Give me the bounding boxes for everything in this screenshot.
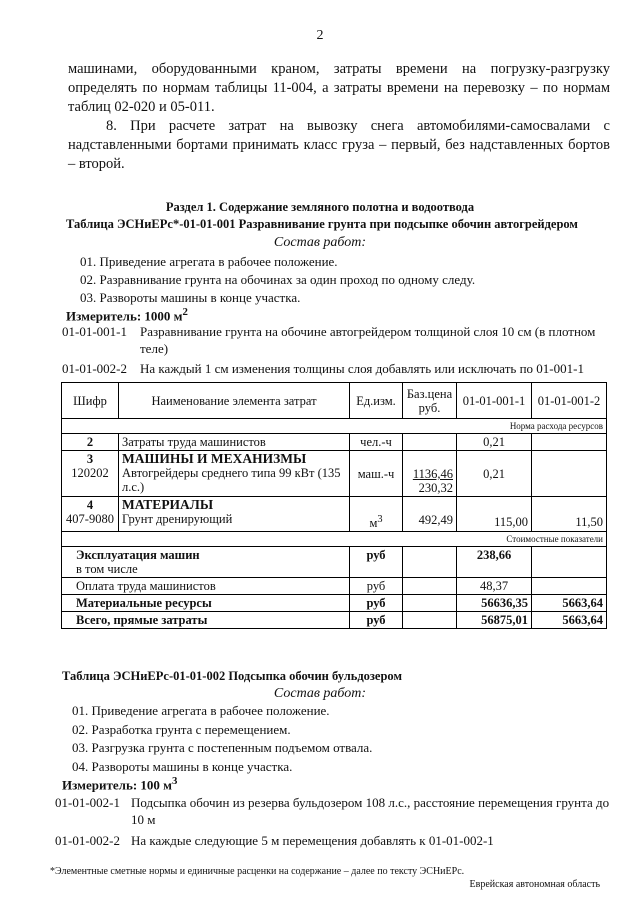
cell <box>532 547 607 578</box>
cell: 0,21 <box>457 451 532 497</box>
table-row <box>62 595 607 612</box>
table1-code-list <box>62 323 610 377</box>
cell: 11,50 <box>532 497 607 532</box>
subheader-cost: Стоимостные показатели <box>62 532 607 547</box>
cell <box>350 497 403 532</box>
meter-value: 1000 м <box>144 308 183 324</box>
table1-work-item: 01. Приведение агрегата в рабочее положение. <box>80 254 338 269</box>
code-text: Подсыпка обочин из резерва бульдозером 108 л.с., расстояние перемещения грунта до 10 м <box>131 795 610 827</box>
resource-name: Грунт дренирующий <box>122 512 233 526</box>
cell <box>403 547 457 578</box>
code-line <box>55 794 610 828</box>
table2-work-item: 01. Приведение агрегата в рабочее положение. <box>72 703 330 718</box>
meter-label: Измеритель: <box>62 777 138 793</box>
table1-work-item: 02. Разравнивание грунта на обочинах за один проход по одному следу. <box>80 272 476 287</box>
cell: 238,66 <box>457 547 532 578</box>
cell <box>62 547 350 578</box>
table2-work-item: 03. Разгрузка грунта с постепенным подъемом отвала. <box>72 740 373 755</box>
header-col1: 01-01-001-1 <box>457 383 532 419</box>
table1-works-heading-text: Состав работ: <box>273 235 367 250</box>
meter-label: Измеритель: <box>66 308 142 324</box>
table-row <box>62 612 607 629</box>
intro-paragraph-1: машинами, оборудованными краном, затраты времени на погрузку-разгрузку определять по нормам таблицы 11-004, а затраты времени на перевозку – по нормам таблиц 02-020 и 05-011. <box>68 61 610 115</box>
cell: Материальные ресурсы <box>62 595 350 612</box>
table2-work-item: 02. Разработка грунта с перемещением. <box>72 721 291 737</box>
page-number <box>0 28 640 44</box>
table-header-row <box>62 383 607 419</box>
table1-works-list <box>80 253 475 307</box>
meter-sup: 3 <box>172 775 178 787</box>
footnote: *Элементные сметные нормы и единичные расценки на содержание – далее по тексту ЭСНиЕРс. <box>50 866 465 877</box>
table2-title: Таблица ЭСНиЕРс-01-01-002 Подсыпка обочин бульдозером <box>62 669 402 683</box>
table1-works-heading <box>0 235 640 251</box>
table1-meter <box>66 306 188 324</box>
table1-work-item: 03. Развороты машины в конце участка. <box>80 290 301 305</box>
cell: руб <box>350 612 403 629</box>
header-base-price: Баз.цена руб. <box>403 383 457 419</box>
cell <box>532 434 607 451</box>
cell <box>403 434 457 451</box>
header-col2: 01-01-001-2 <box>532 383 607 419</box>
cell <box>62 451 119 497</box>
cell <box>532 451 607 497</box>
cell: руб <box>350 578 403 595</box>
unit: м <box>369 516 378 531</box>
cell: маш.-ч <box>350 451 403 497</box>
cell: руб <box>350 547 403 578</box>
page-number-text: 2 <box>316 28 324 43</box>
cell: 2 <box>62 434 119 451</box>
cell: 0,21 <box>457 434 532 451</box>
code-id: 01-01-002-2 <box>55 833 120 848</box>
unit-sup: 3 <box>377 514 383 525</box>
cell: чел.-ч <box>350 434 403 451</box>
resource-name: Автогрейдеры среднего типа 99 кВт (135 л.с.) <box>122 466 341 494</box>
subheader-cost-row <box>62 532 607 547</box>
header-name: Наименование элемента затрат <box>119 383 350 419</box>
cell <box>62 497 119 532</box>
table2-works-list <box>72 702 372 776</box>
table-row <box>62 578 607 595</box>
cell: Оплата труда машинистов <box>62 578 350 595</box>
resource-code: 120202 <box>71 466 109 480</box>
cell: 492,49 <box>403 497 457 532</box>
cost-label: Эксплуатация машин <box>76 548 200 563</box>
cell: 5663,64 <box>532 612 607 629</box>
table2-works-heading <box>0 686 640 702</box>
cell <box>403 578 457 595</box>
cell <box>532 578 607 595</box>
table-row <box>62 547 607 578</box>
resource-code: 407-9080 <box>66 512 114 526</box>
code-line <box>55 832 610 849</box>
subheader-norm-row <box>62 419 607 434</box>
cell: 5663,64 <box>532 595 607 612</box>
section-title <box>0 200 640 215</box>
footer-region: Еврейская автономная область <box>469 879 600 890</box>
group-name: МАТЕРИАЛЫ <box>122 497 214 512</box>
meter-value: 100 м <box>140 777 173 793</box>
table1-title: Таблица ЭСНиЕРс*-01-01-001 Разравнивание грунта при подсыпке обочин автогрейдером <box>66 217 578 231</box>
cell: 56636,35 <box>457 595 532 612</box>
code-line <box>62 323 610 357</box>
resource-table <box>61 382 607 629</box>
cell <box>403 612 457 629</box>
cell: 115,00 <box>457 497 532 532</box>
group-number: 4 <box>86 498 94 512</box>
code-line <box>62 360 610 377</box>
code-text: Разравнивание грунта на обочине автогрейдером толщиной слоя 10 см (в плотном теле) <box>140 324 596 356</box>
table-row <box>62 497 607 532</box>
cell: 56875,01 <box>457 612 532 629</box>
code-id: 01-01-002-2 <box>62 361 127 376</box>
group-name: МАШИНЫ И МЕХАНИЗМЫ <box>122 451 307 466</box>
group-number: 3 <box>86 452 94 466</box>
cell: Всего, прямые затраты <box>62 612 350 629</box>
cell: руб <box>350 595 403 612</box>
code-text: На каждый 1 см изменения толщины слоя добавлять или исключать по 01-001-1 <box>140 361 584 376</box>
table-row <box>62 434 607 451</box>
meter-sup: 2 <box>182 306 188 318</box>
subheader-norm: Норма расхода ресурсов <box>62 419 607 434</box>
cell <box>119 497 350 532</box>
header-code: Шифр <box>62 383 119 419</box>
section-title-text: Раздел 1. Содержание земляного полотна и водоотвода <box>165 200 475 214</box>
table2-work-item: 04. Развороты машины в конце участка. <box>72 758 293 774</box>
code-text: На каждые следующие 5 м перемещения добавлять к 01-01-002-1 <box>131 833 494 848</box>
table-row <box>62 451 607 497</box>
header-unit: Ед.изм. <box>350 383 403 419</box>
cell <box>403 451 457 497</box>
table2-meter <box>62 775 177 793</box>
cell: Затраты труда машинистов <box>119 434 350 451</box>
table2-works-heading-text: Состав работ: <box>273 686 367 701</box>
code-id: 01-01-002-1 <box>55 795 120 810</box>
cell <box>403 595 457 612</box>
price-top: 1136,46 <box>412 467 453 481</box>
cell: 48,37 <box>457 578 532 595</box>
price-bottom: 230,32 <box>418 481 453 495</box>
intro-paragraph-2: 8. При расчете затрат на вывозку снега автомобилями-самосвалами с надставленными бортами принимать класс груза – первый, без надставленных бортов – второй. <box>68 118 610 172</box>
table2-code-list <box>55 794 610 849</box>
code-id: 01-01-001-1 <box>62 324 127 339</box>
cost-sublabel: в том числе <box>76 562 138 577</box>
cell <box>119 451 350 497</box>
